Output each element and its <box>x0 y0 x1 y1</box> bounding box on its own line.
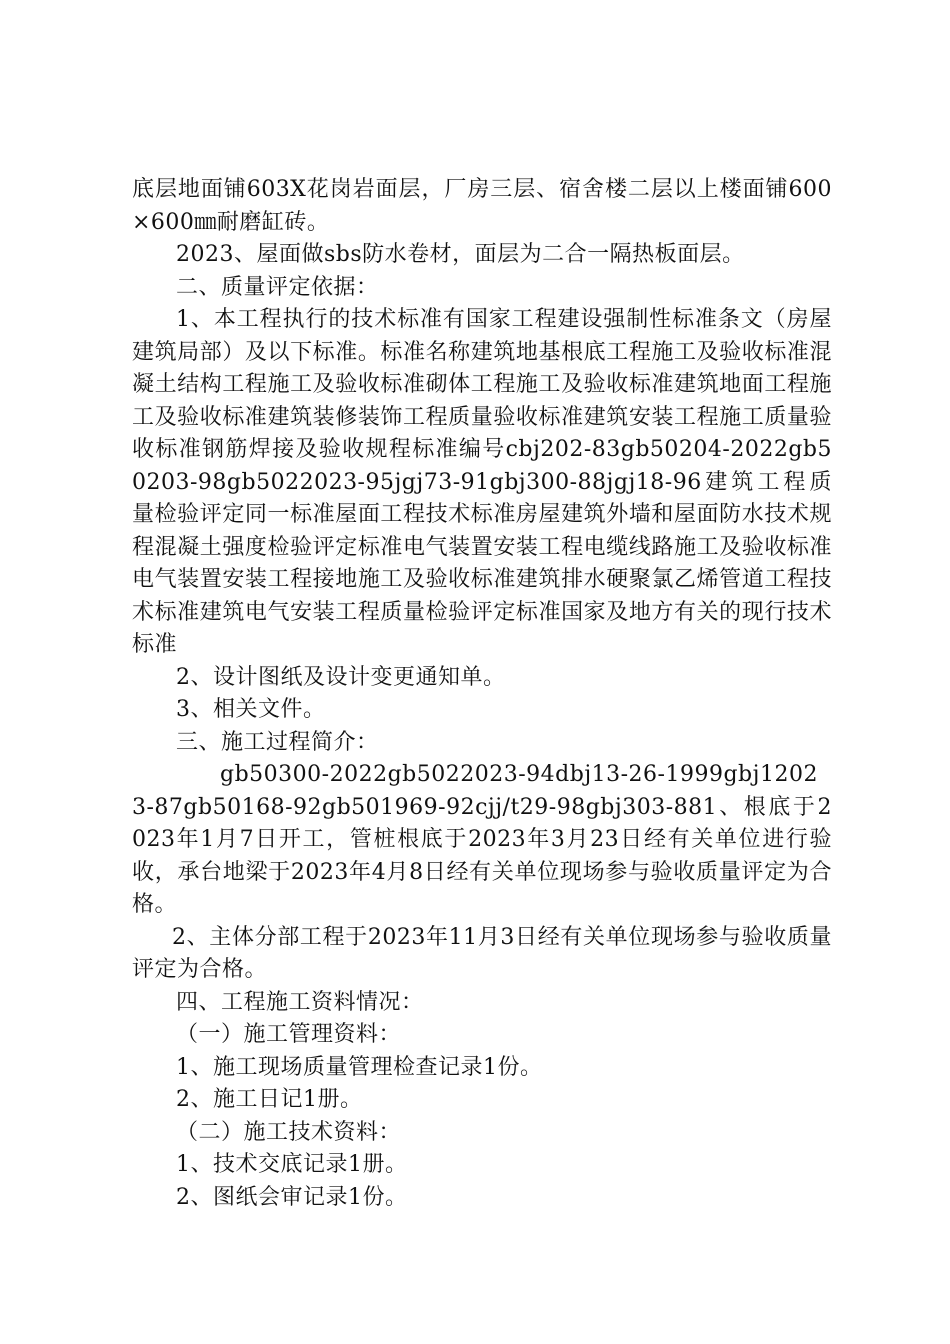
section-heading-construction-records: 四、工程施工资料情况： <box>176 989 424 1015</box>
list-item-related-documents: 3、相关文件。 <box>176 697 326 722</box>
paragraph-main-structure-acceptance: 2、主体分部工程于2023年11月3日经有关单位现场参与验收质量评定为合格。 <box>132 924 832 982</box>
paragraph-technical-standards: 1、本工程执行的技术标准有国家工程建设强制性标准条文（房屋建筑局部）及以下标准。标准名称建筑地基根底工程施工及验收标准混凝土结构工程施工及验收标准砌体工程施工及验收标准建筑地面工程施工及验收标准建筑装修装饰工程质量验收标准建筑安装工程施工质量验收标准钢筋焊接及验收规程标准编号cbj202-83gb50204-2022gb50203-98gb5022023-95jgj73-91gbj300-88jgj18-96建筑工程质量检验评定同一标准屋面工程技术标准房屋建筑外墙和屋面防水技术规程混凝土强度检验评定标准电气装置安装工程电缆线路施工及验收标准电气装置安装工程接地施工及验收标准建筑排水硬聚氯乙烯管道工程技术标准建筑电气安装工程质量检验评定标准国家及地方有关的现行技术标准 <box>132 307 832 657</box>
list-item-quality-check-record: 1、施工现场质量管理检查记录1份。 <box>176 1054 543 1080</box>
list-item-construction-diary: 2、施工日记1册。 <box>176 1087 363 1112</box>
section-heading-construction-process: 三、施工过程简介： <box>176 729 379 755</box>
section-heading-quality-basis: 二、质量评定依据： <box>176 274 379 300</box>
document-body <box>132 174 832 1214</box>
list-item-drawing-review: 2、图纸会审记录1份。 <box>176 1184 408 1210</box>
subheading-management-records: （一）施工管理资料： <box>176 1022 402 1047</box>
subheading-technical-records: （二）施工技术资料： <box>176 1119 402 1145</box>
list-item-design-drawings: 2、设计图纸及设计变更通知单。 <box>176 664 506 690</box>
list-item-technical-briefing: 1、技术交底记录1册。 <box>176 1152 408 1177</box>
paragraph-foundation-acceptance: gb50300-2022gb5022023-94dbj13-26-1999gbj12023-87gb50168-92gb501969-92cjj/t29-98gbj303-881、根底于2023年1月7日开工，管桩根底于2023年3月23日经有关单位进行验收，承台地梁于2023年4月8日经有关单位现场参与验收质量评定为合格。 <box>132 762 832 917</box>
paragraph-roof-waterproofing: 2023、屋面做sbs防水卷材，面层为二合一隔热板面层。 <box>176 242 745 267</box>
paragraph-floor-finish: 底层地面铺603X花岗岩面层，厂房三层、宿舍楼二层以上楼面铺600×600㎜耐磨缸砖。 <box>132 177 832 235</box>
